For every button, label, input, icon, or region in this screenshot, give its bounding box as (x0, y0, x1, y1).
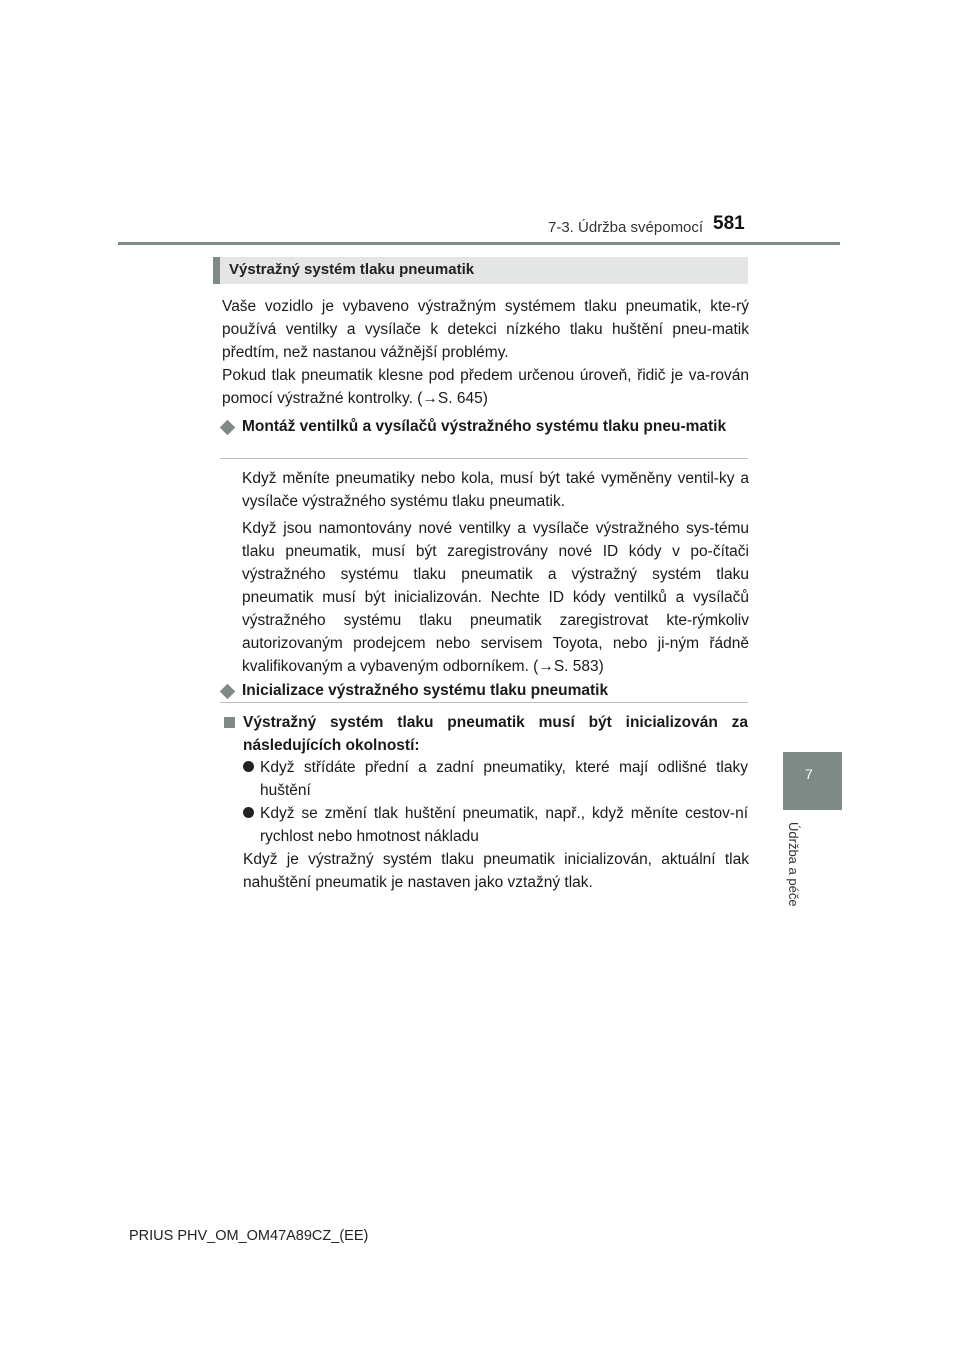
subsection-rule (220, 702, 748, 703)
list-item (243, 802, 748, 848)
intro-paragraph-1: Vaše vozidlo je vybaveno výstražným systémem tlaku pneumatik, kte-rý používá ventilky a vysílače k detekci nízkého tlaku huštění pneu-matik předtím, než nastanou vážnější problémy. (222, 298, 749, 361)
init-conditions-text: Výstražný systém tlaku pneumatik musí být inicializován za následujících okolností: (243, 714, 748, 754)
section-heading-bar (213, 257, 748, 284)
list-item (243, 756, 748, 802)
chapter-number: 7 (805, 766, 813, 782)
page-number: 581 (713, 213, 745, 234)
section-title: Výstražný systém tlaku pneumatik (229, 261, 475, 278)
subsection-heading-init (222, 679, 750, 702)
footer-document-code: PRIUS PHV_OM_OM47A89CZ_(EE) (129, 1228, 369, 1244)
diamond-bullet-icon (220, 420, 236, 436)
init-conditions-heading (224, 711, 748, 757)
subsection-heading-install (222, 415, 750, 438)
square-bullet-icon (224, 717, 235, 728)
list-item-text: Když se změní tlak huštění pneumatik, např., když měníte cestov-ní rychlost nebo hmotnost nákladu (260, 805, 748, 845)
subsection-title-install: Montáž ventilků a vysílačů výstražného systému tlaku pneu-matik (242, 418, 727, 435)
install-paragraph-2: Když jsou namontovány nové ventilky a vysílače výstražného sys-tému tlaku pneumatik, musí být zaregistrovány nové ID kódy v po-čítači výstražného systému tlaku pneumatik a výstražný systém tlaku pneumatik musí být inicializován. Nechte ID kódy ventilků a vysílačů výstražného systému tlaku pneumatik zaregistrovat kte-rýmkoliv autorizovaným prodejcem nebo servisem Toyota, nebo ji-ným řádně kvalifikovaným a vybaveným odborníkem. (→S. 583) (242, 520, 749, 675)
header-rule (118, 242, 840, 245)
subsection-title-init: Inicializace výstražného systému tlaku pneumatik (242, 682, 609, 699)
chapter-title: Údržba a péče (786, 822, 801, 907)
diamond-bullet-icon (220, 684, 236, 700)
install-paragraph-1: Když měníte pneumatiky nebo kola, musí být také vyměněny ventil-ky a vysílače výstražného systému tlaku pneumatik. (242, 470, 749, 510)
bullet-dot-icon (243, 761, 254, 772)
subsection-rule (220, 458, 748, 459)
list-item-text: Když střídáte přední a zadní pneumatiky, které mají odlišné tlaky huštění (260, 759, 748, 799)
intro-paragraph-2: Pokud tlak pneumatik klesne pod předem určenou úroveň, řidič je va-rován pomocí výstražné kontrolky. (→S. 645) (222, 367, 749, 407)
header-section-title: 7-3. Údržba svépomocí (548, 219, 704, 236)
bullet-dot-icon (243, 807, 254, 818)
chapter-tab (783, 752, 842, 810)
init-closing-paragraph: Když je výstražný systém tlaku pneumatik inicializován, aktuální tlak nahuštění pneumatik je nastaven jako vztažný tlak. (243, 851, 749, 891)
